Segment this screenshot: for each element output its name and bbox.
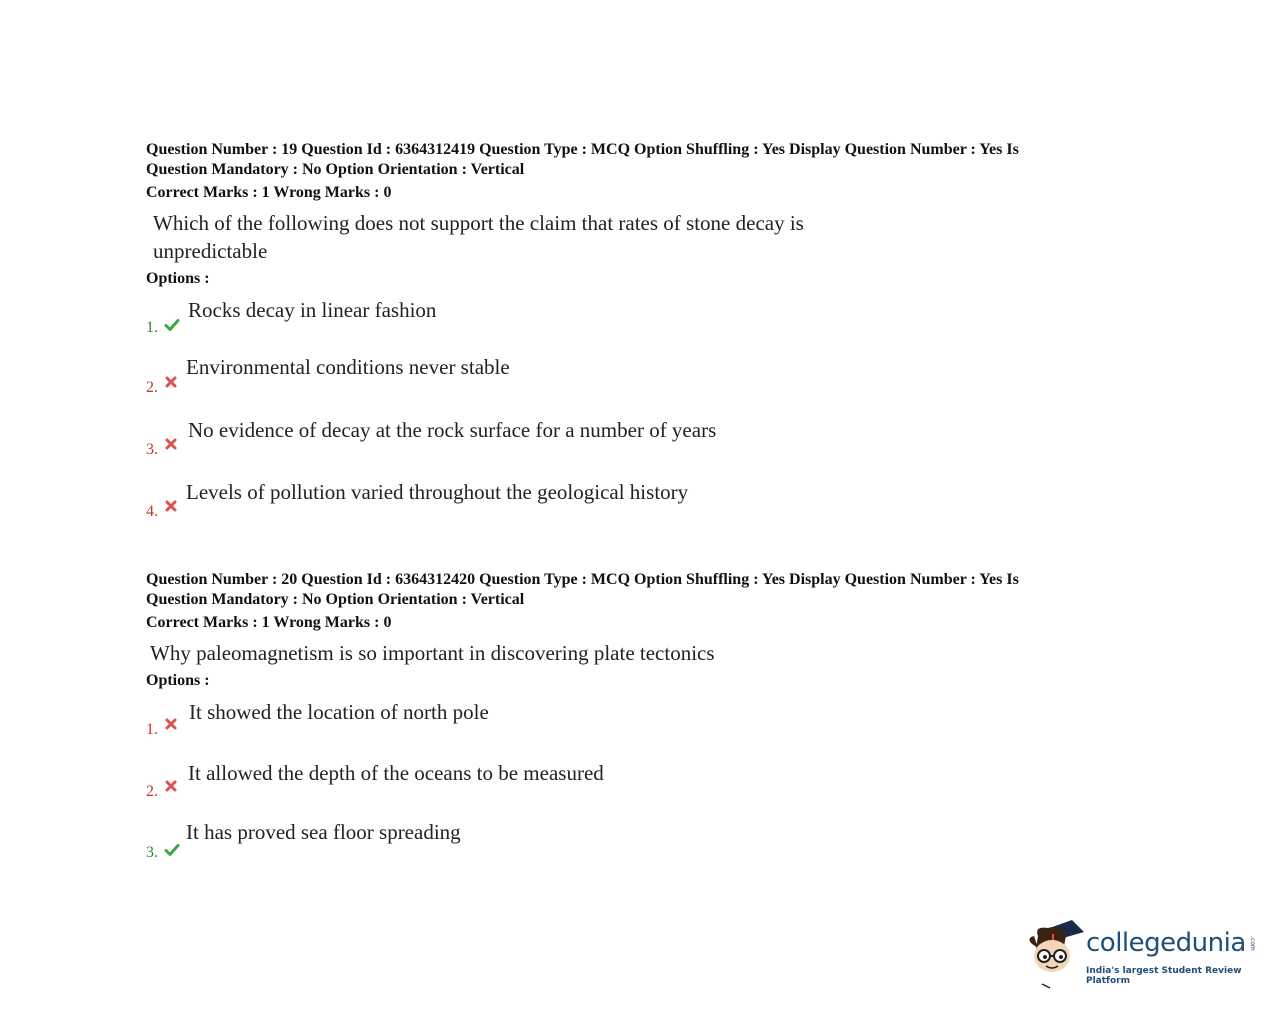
question-meta-line-1: Question Number : 20 Question Id : 6364312420 Question Type : MCQ Option Shuffling : Yes Display Question Number : Yes Is — [146, 571, 1019, 588]
logo-wordmark: collegedunia — [1086, 928, 1246, 958]
question-meta-line-1: Question Number : 19 Question Id : 6364312419 Question Type : MCQ Option Shuffling : Yes Display Question Number : Yes Is — [146, 141, 1019, 158]
question-block-19 — [146, 140, 1106, 537]
options-list — [146, 695, 1106, 875]
option-text: It has proved sea floor spreading — [186, 820, 461, 844]
option-number: 1. — [146, 319, 158, 336]
option-number: 2. — [146, 783, 158, 800]
question-text: Which of the following does not support the claim that rates of stone decay is unpredictable — [153, 211, 804, 263]
options-label: Options : — [146, 270, 210, 287]
option-text: It allowed the depth of the oceans to be measured — [188, 761, 604, 785]
question-block-20 — [146, 570, 1106, 875]
option-item — [146, 755, 1106, 815]
option-text: Rocks decay in linear fashion — [188, 298, 437, 322]
question-marks: Correct Marks : 1 Wrong Marks : 0 — [146, 614, 392, 631]
cross-icon — [164, 717, 180, 733]
option-number: 3. — [146, 844, 158, 861]
option-number: 1. — [146, 721, 158, 738]
cross-icon — [164, 437, 180, 453]
options-label: Options : — [146, 672, 210, 689]
question-meta-line-2: Question Mandatory : No Option Orientation : Vertical — [146, 591, 525, 608]
option-item — [146, 351, 1106, 413]
option-item — [146, 475, 1106, 537]
question-meta-line-2: Question Mandatory : No Option Orientation : Vertical — [146, 161, 525, 178]
option-item — [146, 413, 1106, 475]
cross-icon — [164, 375, 180, 391]
question-marks: Correct Marks : 1 Wrong Marks : 0 — [146, 184, 392, 201]
question-text: Why paleomagnetism is so important in discovering plate tectonics — [150, 641, 715, 665]
option-item — [146, 295, 1106, 351]
option-number: 4. — [146, 503, 158, 520]
question-meta — [146, 140, 1106, 180]
option-item — [146, 815, 1106, 875]
options-list — [146, 295, 1106, 537]
check-icon — [164, 842, 180, 858]
option-item — [146, 695, 1106, 755]
option-text: Levels of pollution varied throughout the geological history — [186, 480, 689, 504]
logo-tagline: India's largest Student Review Platform — [1086, 966, 1242, 986]
cross-icon — [164, 779, 180, 795]
collegedunia-logo — [1024, 918, 1264, 990]
option-text: No evidence of decay at the rock surface for a number of years — [188, 418, 717, 442]
option-text: Environmental conditions never stable — [186, 355, 510, 379]
option-number: 2. — [146, 379, 158, 396]
check-icon — [164, 317, 180, 333]
option-number: 3. — [146, 441, 158, 458]
mascot-icon — [1024, 918, 1086, 990]
question-meta — [146, 570, 1106, 610]
logo-suffix: .com — [1249, 936, 1256, 951]
cross-icon — [164, 499, 180, 515]
option-text: It showed the location of north pole — [189, 700, 489, 724]
